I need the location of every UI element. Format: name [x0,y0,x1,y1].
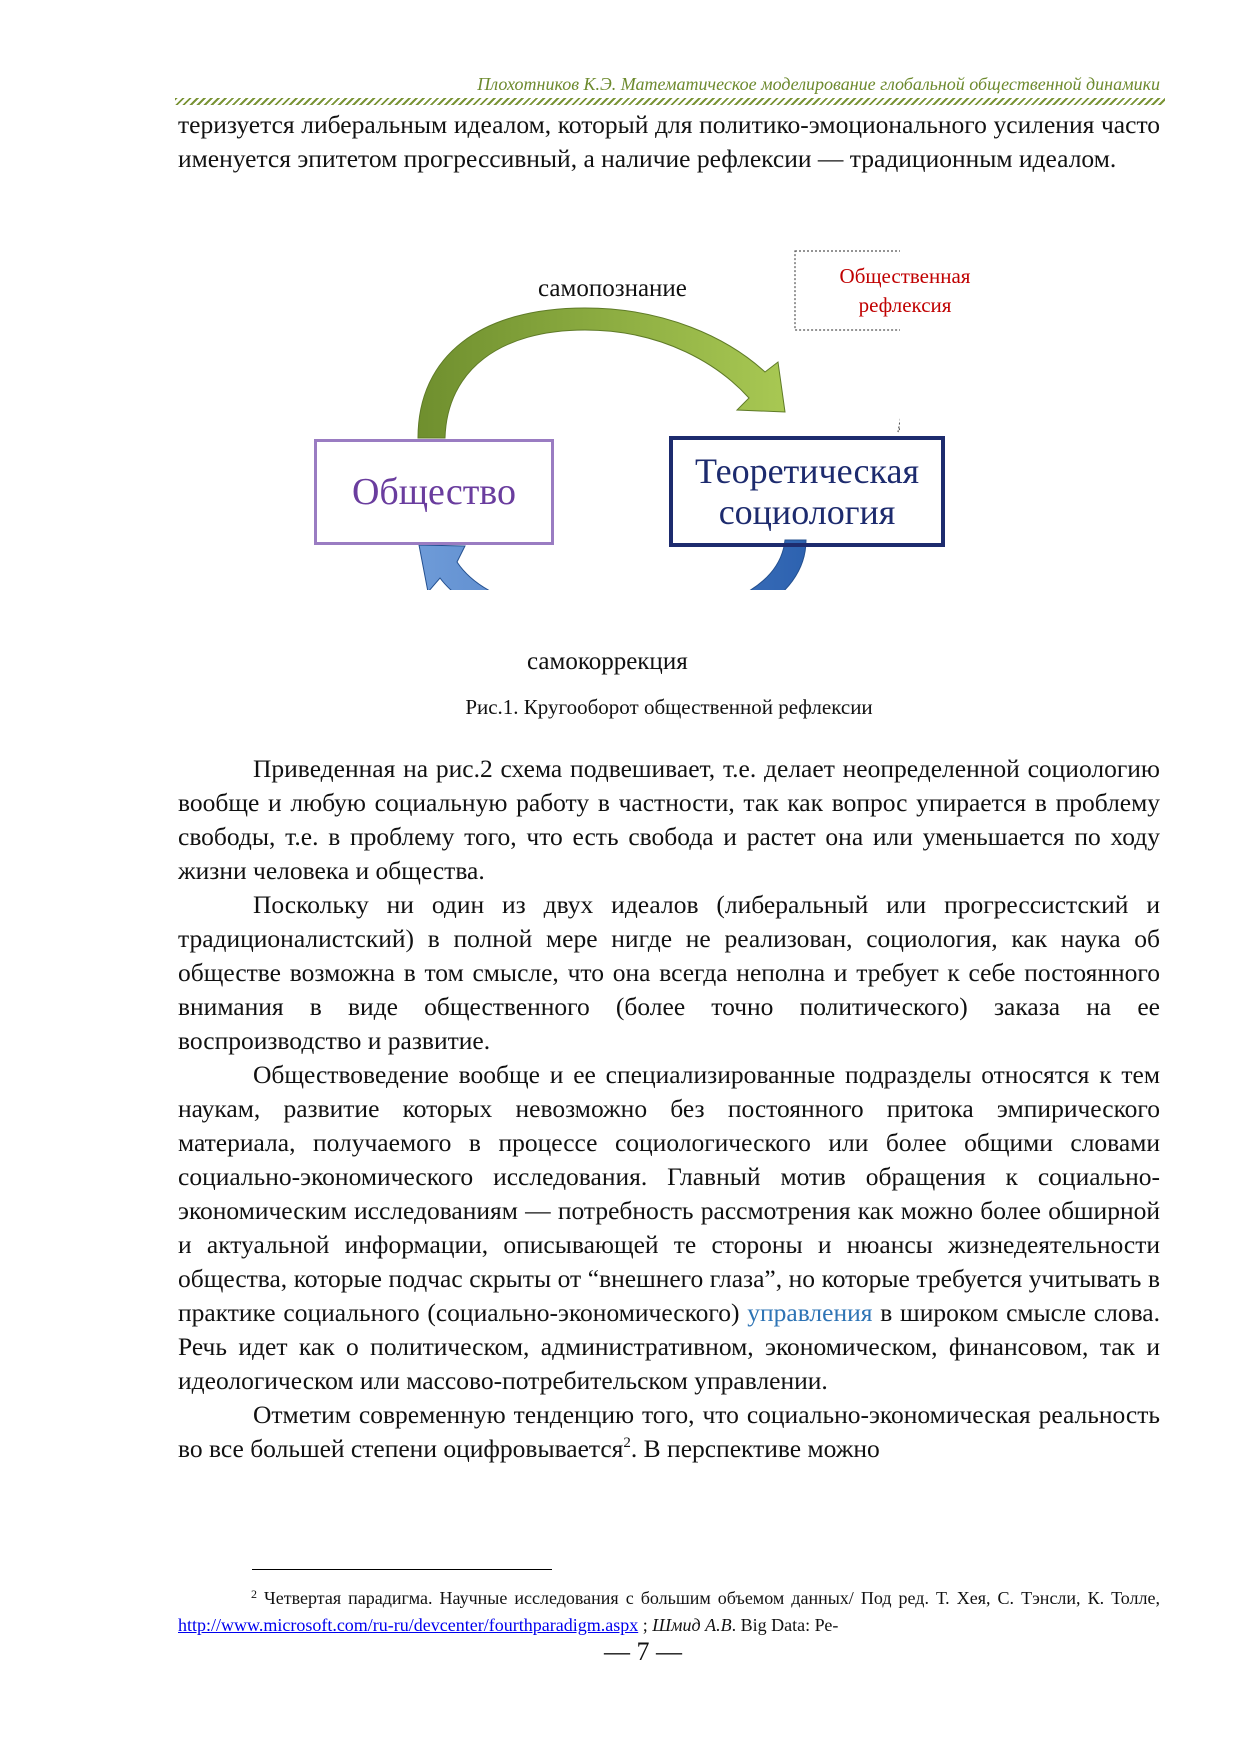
footnote-body: Четвертая парадигма. Научные исследования с большим объемом данных/ Под ред. Т. Хея, С. Тэнсли, К. Толле, [257,1588,1160,1608]
theoretical-sociology-box [669,436,945,547]
management-link[interactable]: управления [747,1298,873,1327]
bottom-arrow-label: самокоррекция [527,648,688,675]
footnote-mark: 2 [251,1587,257,1601]
page-number: — 7 — [604,1637,682,1666]
footnote-separator-text: ; [638,1615,653,1635]
theoretical-sociology-line-1: Теоретическая [694,450,919,491]
society-box: Общество [314,439,554,545]
figure-caption: Рис.1. Кругооборот общественной рефлексии [465,695,873,719]
paragraph-3-end: в широком смысле слова. Речь идет как о политическом, административном, экономическом, финансовом, так и идеологическом или массово-потребительском управлении. [178,1298,1160,1395]
paragraph-4-end: . В перспективе можно [630,1434,880,1463]
paragraph-1: Приведенная на рис.2 схема подвешивает, т.е. делает неопределенной социологию вообще и любую социальную работу в частности, так как вопрос упирается в проблему свободы, т.е. в проблему того, что есть свобода и растет она или уменьшается по ходу жизни человека и общества. [178,754,1160,885]
top-arrow-label: самопознание [538,275,687,302]
paragraph-2: Поскольку ни один из двух идеалов (либеральный или прогрессистский и традиционалистский) в полной мере нигде не реализован, социология, как наука об обществе возможна в том смысле, что она всегда неполна и требует к себе постоянного внимания в виде общественного (более точно политического) заказа на ее воспроизводство и развитие. [178,890,1160,1055]
bottom-cycle-arrow [419,540,806,590]
paragraph-3 [178,1058,1160,1398]
theoretical-sociology-line-2: социология [718,491,896,532]
footnote-tail: . Big Data: Ре- [731,1615,839,1635]
footnote-url-link[interactable]: http://www.microsoft.com/ru-ru/devcenter/fourthparadigm.aspx [178,1615,639,1635]
footnote-author: Шмид А.В [652,1615,732,1635]
intro-text: теризуется либеральным идеалом, который для политико-эмоционального усиления часто именуется эпитетом прогрессивный, а наличие рефлексии — традиционным идеалом. [178,110,1160,173]
callout-line-1: Общественная [839,264,971,288]
paragraph-4-start: Отметим современную тенденцию того, что социально-экономическая реальность во все большей степени оцифровывается [178,1400,1160,1463]
footnote-reference[interactable]: 2 [623,1435,631,1451]
paragraph-4 [178,1398,1160,1466]
body-text [178,752,1160,1466]
callout-label [800,262,1010,320]
running-header: Плохотников К.Э. Математическое моделирование глобальной общественной динамики [477,74,1160,94]
callout-line-2: рефлексия [858,293,952,317]
footnote [178,1581,1160,1639]
footnote-separator [252,1569,552,1570]
footnote-text [178,1581,1160,1639]
top-cycle-arrow [418,308,785,438]
intro-paragraph [178,108,1160,176]
paragraph-3-start: Обществоведение вообще и ее специализированные подразделы относятся к тем наукам, развитие которых невозможно без постоянного притока эмпирического материала, получаемого в процессе социологического или более общими словами социально-экономического исследования. Главный мотив обращения к социально-экономическим исследованиям — потребность рассмотрения как можно более обширной и актуальной информации, описывающей те стороны и нюансы жизнедеятельности общества, которые подчас скрыты от “внешнего глаза”, но которые требуется учитывать в практике социального (социально-экономического) [178,1060,1160,1327]
header-rule [175,98,1165,105]
